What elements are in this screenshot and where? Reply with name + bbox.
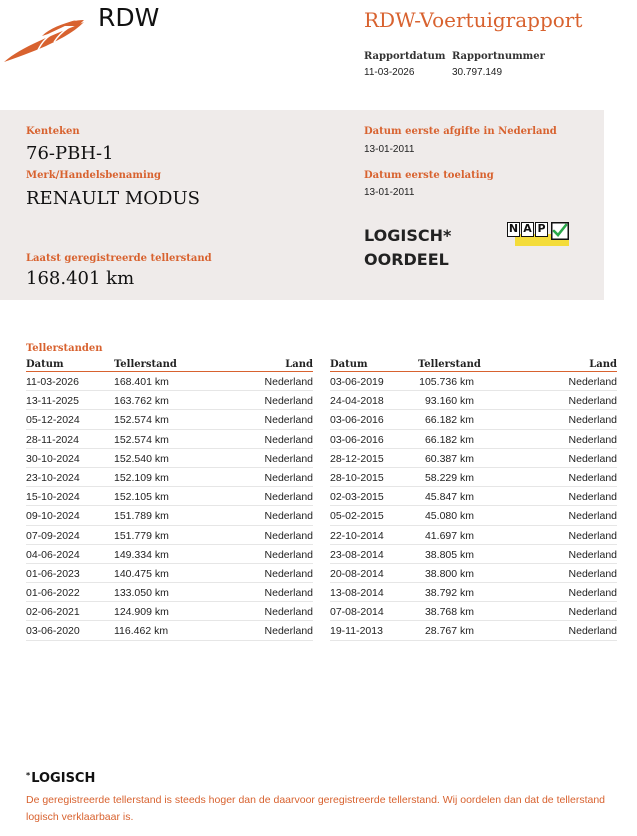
cell-country: Nederland: [568, 548, 617, 561]
cell-date: 05-02-2015: [330, 510, 384, 523]
cell-odometer: 149.334 km: [114, 548, 169, 561]
footnote-title-text: LOGISCH: [31, 771, 96, 786]
cell-date: 19-11-2013: [330, 625, 383, 638]
table-row: [26, 487, 313, 506]
cell-odometer: 151.789 km: [114, 510, 169, 523]
cell-date: 01-06-2023: [26, 567, 80, 580]
footnote-title: [26, 771, 95, 786]
cell-odometer: 38.805 km: [424, 548, 474, 561]
cell-date: 24-04-2018: [330, 395, 384, 408]
column-odometer: Tellerstand: [418, 359, 481, 370]
report-title: RDW-Voertuigrapport: [364, 8, 583, 32]
cell-odometer: 133.050 km: [114, 587, 169, 600]
cell-country: Nederland: [264, 606, 313, 619]
table-row: [26, 545, 313, 564]
table-row: [26, 410, 313, 429]
column-date: Datum: [26, 359, 64, 370]
column-date: Datum: [330, 359, 368, 370]
cell-odometer: 124.909 km: [114, 606, 169, 619]
cell-date: 23-08-2014: [330, 548, 384, 561]
cell-odometer: 45.080 km: [424, 510, 474, 523]
cell-country: Nederland: [264, 452, 313, 465]
cell-country: Nederland: [568, 395, 617, 408]
table-row: [330, 372, 617, 391]
readings-rows-left: [26, 372, 313, 641]
table-row: [330, 410, 617, 429]
cell-odometer: 58.229 km: [424, 471, 474, 484]
cell-date: 07-08-2014: [330, 606, 384, 619]
nap-letter-a: A: [521, 222, 534, 237]
cell-country: Nederland: [264, 625, 313, 638]
cell-date: 13-08-2014: [330, 587, 384, 600]
column-country: Land: [285, 359, 313, 370]
column-odometer: Tellerstand: [114, 359, 177, 370]
cell-country: Nederland: [568, 510, 617, 523]
cell-country: Nederland: [264, 471, 313, 484]
cell-country: Nederland: [568, 376, 617, 388]
cell-country: Nederland: [568, 625, 617, 638]
table-row: [26, 449, 313, 468]
cell-odometer: 152.540 km: [114, 452, 169, 465]
readings-title: Tellerstanden: [26, 343, 103, 354]
cell-date: 04-06-2024: [26, 548, 80, 561]
cell-date: 03-06-2016: [330, 433, 384, 446]
table-row: [26, 391, 313, 410]
table-header: [26, 359, 313, 372]
cell-country: Nederland: [264, 529, 313, 542]
table-row: [26, 602, 313, 621]
cell-odometer: 105.736 km: [419, 376, 474, 388]
cell-country: Nederland: [264, 414, 313, 427]
cell-odometer: 152.105 km: [114, 491, 169, 504]
table-row: [330, 391, 617, 410]
cell-odometer: 116.462 km: [114, 625, 169, 638]
cell-odometer: 38.792 km: [424, 587, 474, 600]
brand-name: RDW: [98, 3, 160, 32]
cell-country: Nederland: [264, 395, 313, 408]
readings-rows-right: [330, 372, 617, 641]
cell-odometer: 163.762 km: [114, 395, 169, 408]
cell-odometer: 38.800 km: [424, 567, 474, 580]
report-date-label: Rapportdatum: [364, 51, 446, 62]
cell-date: 28-10-2015: [330, 471, 384, 484]
cell-date: 03-06-2016: [330, 414, 384, 427]
cell-country: Nederland: [264, 376, 313, 388]
report-date: 11-03-2026: [364, 67, 415, 78]
cell-country: Nederland: [264, 433, 313, 446]
table-row: [330, 564, 617, 583]
plate-label: Kenteken: [26, 126, 80, 137]
plate-value: 76-PBH-1: [26, 143, 114, 164]
cell-country: Nederland: [568, 414, 617, 427]
cell-date: 20-08-2014: [330, 567, 384, 580]
table-row: [26, 506, 313, 525]
check-icon: [551, 222, 569, 240]
cell-odometer: 60.387 km: [424, 452, 474, 465]
verdict-line-1: LOGISCH*: [364, 226, 452, 245]
table-row: [26, 372, 313, 391]
table-row: [330, 526, 617, 545]
table-row: [26, 468, 313, 487]
cell-odometer: 152.109 km: [114, 471, 169, 484]
cell-odometer: 93.160 km: [424, 395, 474, 408]
cell-odometer: 38.768 km: [424, 606, 474, 619]
verdict-line-2: OORDEEL: [364, 250, 449, 269]
table-row: [330, 602, 617, 621]
nap-letter-n: N: [508, 222, 519, 235]
first-admission-value: 13-01-2011: [364, 187, 415, 198]
table-row: [26, 526, 313, 545]
cell-odometer: 45.847 km: [424, 491, 474, 504]
table-row: [330, 449, 617, 468]
cell-date: 05-12-2024: [26, 414, 80, 427]
cell-odometer: 41.697 km: [424, 529, 474, 542]
cell-date: 13-11-2025: [26, 395, 79, 408]
cell-date: 28-12-2015: [330, 452, 384, 465]
cell-date: 30-10-2024: [26, 452, 80, 465]
cell-date: 03-06-2020: [26, 625, 80, 638]
cell-odometer: 28.767 km: [424, 625, 474, 638]
cell-country: Nederland: [264, 548, 313, 561]
cell-date: 22-10-2014: [330, 529, 384, 542]
cell-country: Nederland: [568, 606, 617, 619]
cell-country: Nederland: [568, 452, 617, 465]
cell-odometer: 66.182 km: [424, 433, 474, 446]
cell-date: 23-10-2024: [26, 471, 80, 484]
cell-country: Nederland: [264, 587, 313, 600]
first-admission-label: Datum eerste toelating: [364, 170, 494, 181]
cell-odometer: 151.779 km: [114, 529, 169, 542]
cell-country: Nederland: [264, 567, 313, 580]
make-label: Merk/Handelsbenaming: [26, 170, 162, 181]
cell-date: 15-10-2024: [26, 491, 80, 504]
column-country: Land: [589, 359, 617, 370]
cell-country: Nederland: [568, 567, 617, 580]
table-row: [330, 506, 617, 525]
table-row: [26, 564, 313, 583]
cell-date: 02-03-2015: [330, 491, 384, 504]
footnote-text: De geregistreerde tellerstand is steeds hoger dan de daarvoor geregistreerde tellerstand. Wij oordelen dan dat de tellerstand logisch verklaarbaar is.: [26, 794, 606, 823]
odometer-label: Laatst geregistreerde tellerstand: [26, 253, 212, 264]
report-number: 30.797.149: [452, 67, 503, 78]
cell-date: 01-06-2022: [26, 587, 80, 600]
cell-date: 03-06-2019: [330, 376, 384, 388]
cell-country: Nederland: [568, 491, 617, 504]
cell-country: Nederland: [264, 491, 313, 504]
table-row: [330, 621, 617, 640]
table-row: [330, 583, 617, 602]
readings-table-right: [330, 359, 617, 641]
odometer-value: 168.401 km: [26, 268, 135, 289]
report-number-label: Rapportnummer: [452, 51, 545, 62]
make-value: RENAULT MODUS: [26, 188, 200, 209]
cell-country: Nederland: [568, 433, 617, 446]
table-row: [330, 545, 617, 564]
cell-date: 28-11-2024: [26, 433, 79, 446]
readings-table-left: [26, 359, 313, 641]
cell-date: 07-09-2024: [26, 529, 80, 542]
nap-letter-p: P: [535, 222, 548, 237]
cell-odometer: 140.475 km: [114, 567, 169, 580]
nap-logo: [507, 222, 571, 248]
table-row: [26, 430, 313, 449]
table-header: [330, 359, 617, 372]
cell-date: 11-03-2026: [26, 376, 79, 388]
first-registration-nl-value: 13-01-2011: [364, 144, 415, 155]
table-row: [330, 487, 617, 506]
table-row: [330, 430, 617, 449]
cell-country: Nederland: [568, 529, 617, 542]
table-row: [26, 621, 313, 640]
cell-date: 02-06-2021: [26, 606, 80, 619]
cell-country: Nederland: [264, 510, 313, 523]
rdw-logo-icon: [2, 16, 86, 64]
cell-odometer: 152.574 km: [114, 414, 169, 427]
table-row: [26, 583, 313, 602]
cell-country: Nederland: [568, 471, 617, 484]
cell-odometer: 66.182 km: [424, 414, 474, 427]
table-row: [330, 468, 617, 487]
footnote-marker: *: [26, 771, 31, 780]
cell-country: Nederland: [568, 587, 617, 600]
cell-odometer: 168.401 km: [114, 376, 169, 388]
cell-date: 09-10-2024: [26, 510, 80, 523]
first-registration-nl-label: Datum eerste afgifte in Nederland: [364, 126, 557, 137]
cell-odometer: 152.574 km: [114, 433, 169, 446]
